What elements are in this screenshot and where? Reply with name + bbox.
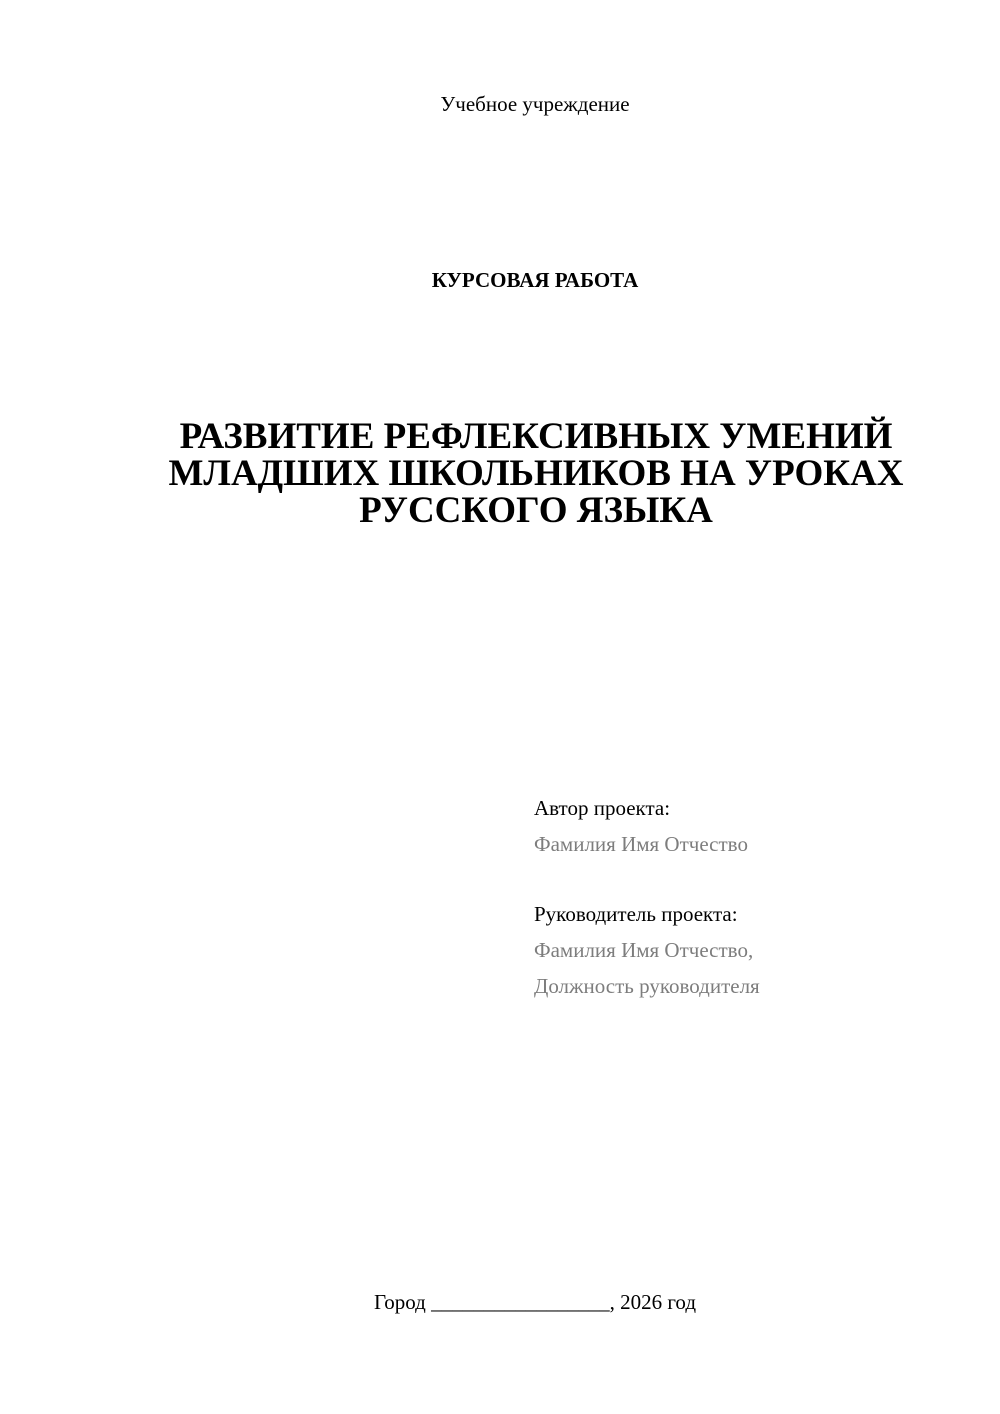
document-title [0,418,1000,529]
city-year-line: Город _________________, 2026 год [373,1290,697,1314]
title-line: РУССКОГО ЯЗЫКА [359,490,713,531]
title-line: РАЗВИТИЕ РЕФЛЕКСИВНЫХ УМЕНИЙ [179,416,893,457]
institution-name: Учебное учреждение [440,92,630,116]
supervisor-position: Должность руководителя [534,974,760,998]
document-type: КУРСОВАЯ РАБОТА [431,268,639,292]
author-label: Автор проекта: [534,796,671,820]
author-name: Фамилия Имя Отчество [534,832,748,856]
supervisor-name: Фамилия Имя Отчество, [534,938,754,962]
credits-block [534,790,760,1004]
supervisor-label: Руководитель проекта: [534,902,738,926]
title-line: МЛАДШИХ ШКОЛЬНИКОВ НА УРОКАХ [168,453,904,494]
